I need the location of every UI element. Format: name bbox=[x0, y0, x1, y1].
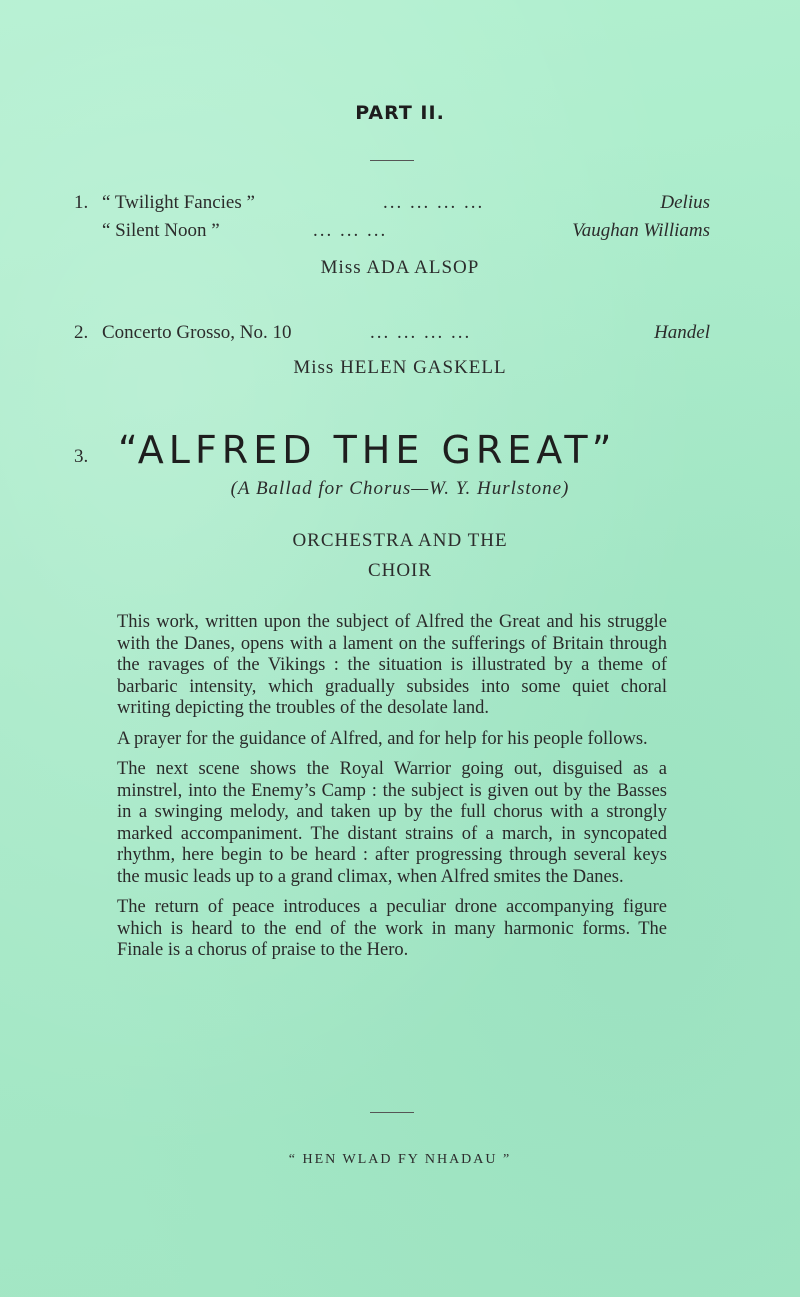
item1-composer-1: Delius bbox=[660, 192, 710, 213]
part-title: PART II. bbox=[355, 102, 445, 124]
description-paragraph-3: The next scene shows the Royal Warrior going out, disguised as a minstrel, into the Enemy’s Camp : the subject is given out by the Basses in a swinging melody, and taken up by the full chorus with a strongly marked accompaniment. The distant strains of a march, in syncopated rhythm, here begin to be heard : after progressing through several keys the music leads up to a grand climax, when Alfred smites the Danes. bbox=[117, 759, 667, 887]
footer-anthem: “ HEN WLAD FY NHADAU ” bbox=[288, 1152, 512, 1167]
item2-dots: ... ... ... ... bbox=[370, 322, 472, 343]
item1-performer: Miss ADA ALSOP bbox=[320, 257, 480, 278]
item1-title-2: “ Silent Noon ” bbox=[102, 220, 220, 241]
item3-performer-line2: CHOIR bbox=[367, 560, 433, 581]
item2-line bbox=[0, 322, 800, 346]
description-paragraph-2: A prayer for the guidance of Alfred, and for help for his people follows. bbox=[117, 728, 648, 749]
item3-number: 3. bbox=[74, 446, 89, 467]
item1-title-1: “ Twilight Fancies ” bbox=[102, 192, 255, 213]
item1-composer-2: Vaughan Williams bbox=[572, 220, 710, 241]
divider-top bbox=[370, 160, 414, 161]
item1-line2 bbox=[0, 220, 800, 244]
item1-number: 1. bbox=[74, 192, 89, 213]
item2-number: 2. bbox=[74, 322, 89, 343]
item3-description bbox=[117, 612, 667, 971]
item1-line1 bbox=[0, 192, 800, 216]
item3-subtitle: (A Ballad for Chorus—W. Y. Hurlstone) bbox=[230, 478, 570, 499]
item1-dots-2: ... ... ... bbox=[313, 220, 388, 241]
item1-dots-1: ... ... ... ... bbox=[383, 192, 485, 213]
description-paragraph-4: The return of peace introduces a peculiar drone accompanying figure which is heard to the end of the work in many harmonic forms. The Finale is a chorus of praise to the Hero. bbox=[117, 897, 667, 960]
item3-performer-line1: ORCHESTRA AND THE bbox=[292, 530, 508, 551]
item2-composer: Handel bbox=[654, 322, 710, 343]
item2-title: Concerto Grosso, No. 10 bbox=[102, 322, 292, 343]
description-paragraph-1: This work, written upon the subject of Alfred the Great and his struggle with the Danes, opens with a lament on the sufferings of Britain through the ravages of the Vikings : the situation is illustrated by a theme of barbaric intensity, which gradually subsides into some quiet choral writing depicting the troubles of the desolate land. bbox=[117, 612, 667, 718]
item2-performer: Miss HELEN GASKELL bbox=[293, 357, 507, 378]
item3-title: “ALFRED THE GREAT” bbox=[118, 428, 617, 472]
divider-bottom bbox=[370, 1112, 414, 1113]
